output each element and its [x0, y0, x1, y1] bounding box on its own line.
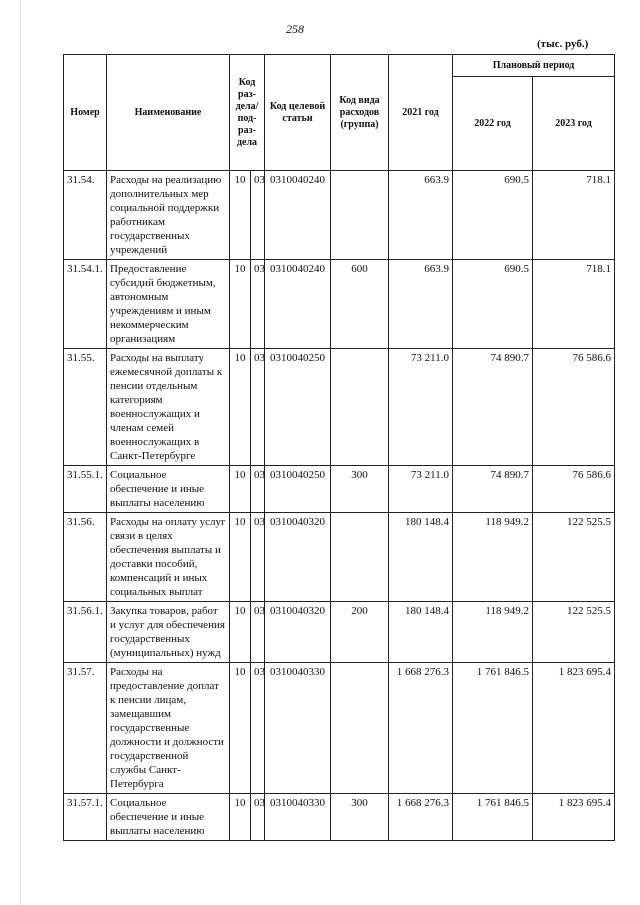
row-value-2022: 74 890.7: [453, 466, 533, 513]
row-section-code: 10: [230, 794, 251, 841]
row-section-code: 10: [230, 466, 251, 513]
header-name: Наименование: [107, 55, 230, 171]
row-section-code: 10: [230, 602, 251, 663]
row-target-code: 0310040250: [265, 466, 331, 513]
row-subsection-code: 03: [251, 513, 265, 602]
table-row: [64, 349, 615, 466]
row-subsection-code: 03: [251, 349, 265, 466]
row-number: 31.56.: [64, 513, 107, 602]
row-expense-type: [331, 513, 389, 602]
row-value-2022: 74 890.7: [453, 349, 533, 466]
row-expense-type: [331, 171, 389, 260]
row-value-2023: 718.1: [533, 260, 615, 349]
row-value-2021: 1 668 276.3: [389, 663, 453, 794]
row-name: Расходы на оплату услуг связи в целях обеспечения выплаты и доставки пособий, компенсаций и иных социальных выплат: [107, 513, 230, 602]
table-row: [64, 602, 615, 663]
row-expense-type: [331, 663, 389, 794]
row-value-2022: 690.5: [453, 260, 533, 349]
row-value-2021: 1 668 276.3: [389, 794, 453, 841]
row-expense-type: 300: [331, 794, 389, 841]
row-subsection-code: 03: [251, 466, 265, 513]
row-expense-type: 600: [331, 260, 389, 349]
row-value-2023: 1 823 695.4: [533, 794, 615, 841]
row-subsection-code: 03: [251, 171, 265, 260]
row-value-2022: 1 761 846.5: [453, 663, 533, 794]
row-name: Социальное обеспечение и иные выплаты населению: [107, 794, 230, 841]
row-subsection-code: 03: [251, 794, 265, 841]
header-expense-type: Код вида расходов (группа): [331, 55, 389, 171]
table-row: [64, 466, 615, 513]
row-number: 31.54.: [64, 171, 107, 260]
row-target-code: 0310040240: [265, 171, 331, 260]
row-value-2021: 180 148.4: [389, 513, 453, 602]
row-expense-type: 300: [331, 466, 389, 513]
header-target: Код целевой статьи: [265, 55, 331, 171]
row-value-2023: 76 586.6: [533, 349, 615, 466]
table-header: [64, 55, 615, 171]
header-plan-period: Плановый период: [453, 55, 615, 77]
row-number: 31.57.1.: [64, 794, 107, 841]
header-section: Код раз-дела/ под-раз-дела: [230, 55, 265, 171]
row-value-2021: 73 211.0: [389, 466, 453, 513]
row-value-2022: 1 761 846.5: [453, 794, 533, 841]
row-value-2023: 76 586.6: [533, 466, 615, 513]
header-2021: 2021 год: [389, 55, 453, 171]
budget-table: [63, 54, 615, 841]
row-value-2021: 73 211.0: [389, 349, 453, 466]
row-section-code: 10: [230, 260, 251, 349]
row-number: 31.55.: [64, 349, 107, 466]
table-row: [64, 171, 615, 260]
row-target-code: 0310040320: [265, 602, 331, 663]
row-section-code: 10: [230, 171, 251, 260]
row-value-2023: 718.1: [533, 171, 615, 260]
row-value-2021: 180 148.4: [389, 602, 453, 663]
page-number: 258: [286, 22, 304, 36]
row-number: 31.55.1.: [64, 466, 107, 513]
row-subsection-code: 03: [251, 602, 265, 663]
row-value-2022: 118 949.2: [453, 602, 533, 663]
row-subsection-code: 03: [251, 663, 265, 794]
table-body: [64, 171, 615, 841]
row-expense-type: 200: [331, 602, 389, 663]
header-2022: 2022 год: [453, 77, 533, 171]
row-value-2021: 663.9: [389, 260, 453, 349]
row-value-2022: 118 949.2: [453, 513, 533, 602]
header-number: Номер: [64, 55, 107, 171]
row-number: 31.54.1.: [64, 260, 107, 349]
table-row: [64, 794, 615, 841]
row-number: 31.57.: [64, 663, 107, 794]
row-name: Предоставление субсидий бюджетным, автономным учреждениям и иным некоммерческим организациям: [107, 260, 230, 349]
row-value-2021: 663.9: [389, 171, 453, 260]
row-name: Расходы на предоставление доплат к пенсии лицам, замещавшим государственные должности и должности государственной службы Санкт-Петербурга: [107, 663, 230, 794]
table-row: [64, 663, 615, 794]
row-value-2022: 690.5: [453, 171, 533, 260]
row-value-2023: 122 525.5: [533, 602, 615, 663]
row-target-code: 0310040250: [265, 349, 331, 466]
row-value-2023: 122 525.5: [533, 513, 615, 602]
row-target-code: 0310040330: [265, 663, 331, 794]
row-value-2023: 1 823 695.4: [533, 663, 615, 794]
row-target-code: 0310040330: [265, 794, 331, 841]
header-2023: 2023 год: [533, 77, 615, 171]
row-expense-type: [331, 349, 389, 466]
table-row: [64, 260, 615, 349]
row-name: Расходы на реализацию дополнительных мер социальной поддержки работникам государственных учреждений: [107, 171, 230, 260]
row-target-code: 0310040240: [265, 260, 331, 349]
row-subsection-code: 03: [251, 260, 265, 349]
row-name: Расходы на выплату ежемесячной доплаты к пенсии отдельным категориям военнослужащих и членам семей военнослужащих в Санкт-Петербурге: [107, 349, 230, 466]
row-section-code: 10: [230, 513, 251, 602]
units-label: (тыс. руб.): [537, 38, 589, 50]
row-section-code: 10: [230, 663, 251, 794]
row-name: Закупка товаров, работ и услуг для обеспечения государственных (муниципальных) нужд: [107, 602, 230, 663]
scan-edge-line: [20, 0, 21, 905]
table-row: [64, 513, 615, 602]
row-section-code: 10: [230, 349, 251, 466]
row-target-code: 0310040320: [265, 513, 331, 602]
row-name: Социальное обеспечение и иные выплаты населению: [107, 466, 230, 513]
row-number: 31.56.1.: [64, 602, 107, 663]
